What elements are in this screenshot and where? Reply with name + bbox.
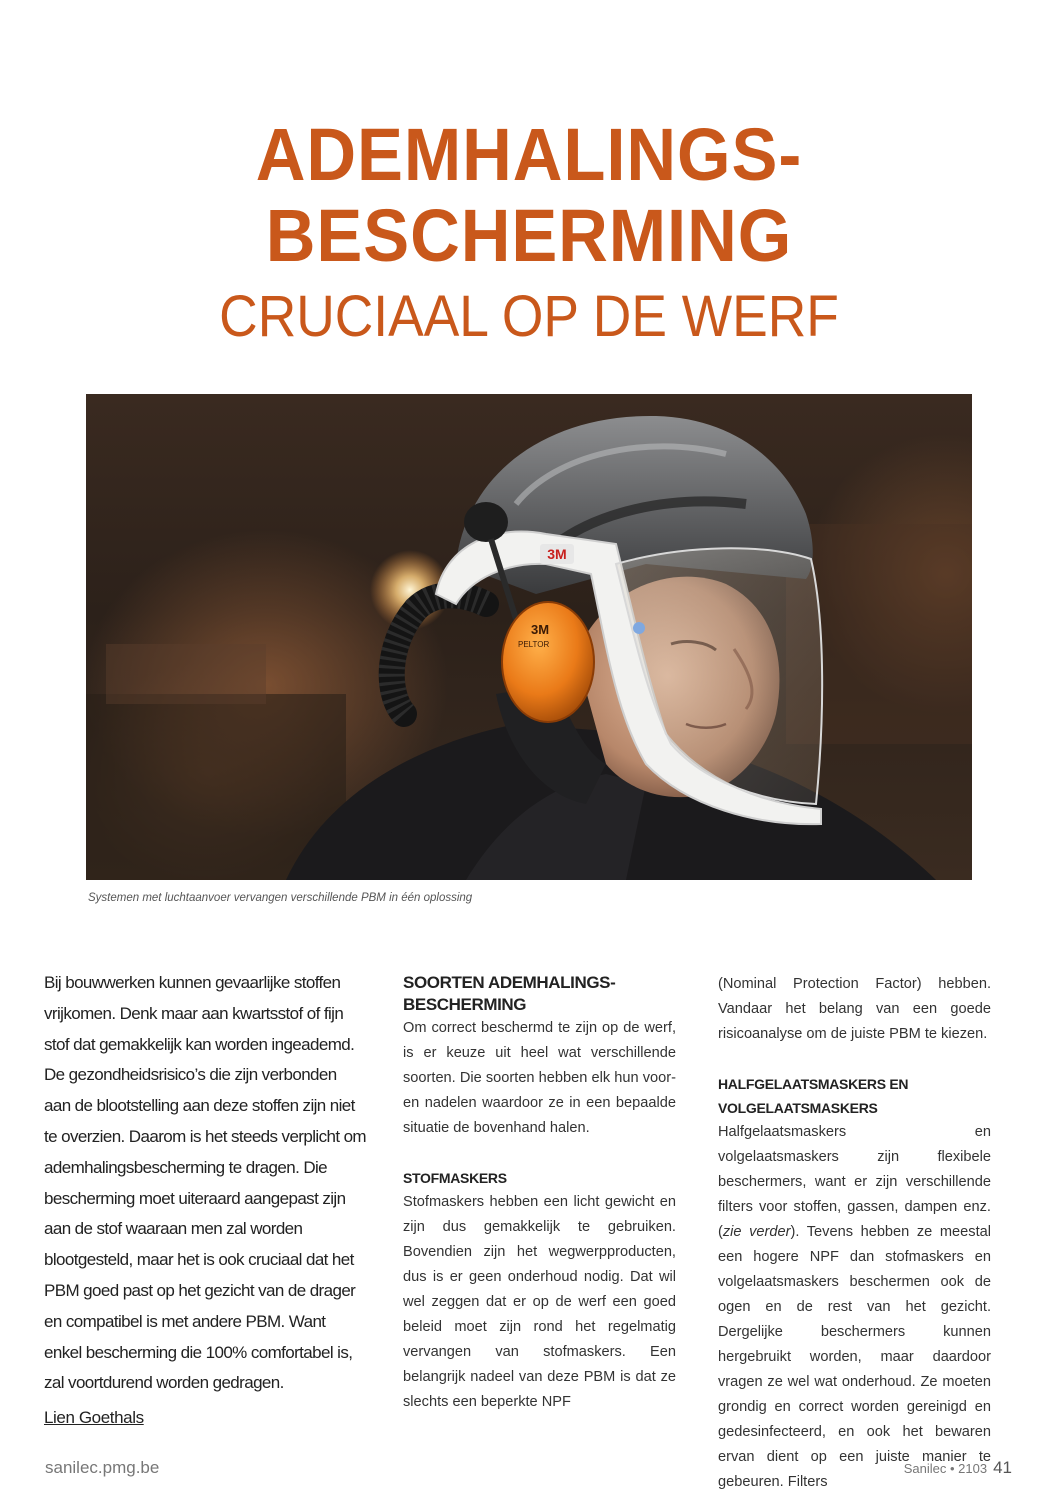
paragraph-gelaatsmaskers-part1: Halfgelaatsmaskers en volgelaatsmaskers zijn flexibele beschermers, want er zijn verschillende filters voor stoffen, gassen, dampen enz. ( bbox=[718, 1124, 991, 1240]
article-photo bbox=[86, 394, 972, 880]
helmet-logo: 3M bbox=[547, 546, 567, 562]
heading-stofmaskers: STOFMASKERS bbox=[403, 1170, 507, 1186]
heading-gelaatsmaskers: HALFGELAATSMASKERS EN VOLGELAATSMASKERS bbox=[718, 1076, 909, 1116]
intro-paragraph: Bij bouwwerken kunnen gevaarlijke stoffen vrijkomen. Denk maar aan kwartsstof of fijn stof dat gemakkelijk kan worden ingeademd. De gezondheidsrisico’s die zijn verbonden aan de blootstelling aan deze stoffen zijn niet te overzien. Daarom is het steeds verplicht om ademhalingsbescherming te dragen. Die bescherming moet uiteraard aangepast zijn aan de stof waaraan men zal worden blootgesteld, maar het is ook cruciaal dat het PBM goed past op het gezicht van de drager en compatibel is met andere PBM. Want enkel bescherming die 100% comfortabel is, zal voortdurend worden gedragen. bbox=[44, 973, 366, 1393]
paragraph-gelaatsmaskers bbox=[718, 1120, 991, 1495]
title-line-1: ADEMHALINGS- bbox=[255, 113, 803, 196]
photo-caption: Systemen met luchtaanvoer vervangen verschillende PBM in één oplossing bbox=[88, 892, 473, 904]
paragraph-npf: (Nominal Protection Factor) hebben. Vandaar het belang van een goede risicoanalyse om de juiste PBM te kiezen. bbox=[718, 976, 991, 1042]
footer-page-info bbox=[904, 1458, 1012, 1478]
footer-magazine: Sanilec • 2103 bbox=[903, 1461, 988, 1476]
subtitle: CRUCIAAL OP DE WERF bbox=[219, 284, 839, 349]
heading-soorten: SOORTEN ADEMHALINGS-BESCHERMING bbox=[403, 973, 616, 1014]
paragraph-gelaatsmaskers-emphasis: zie verder bbox=[722, 1224, 791, 1240]
column-3 bbox=[718, 972, 991, 1495]
earmuff-label: PELTOR bbox=[518, 640, 550, 649]
title-line-2: BESCHERMING bbox=[265, 194, 793, 277]
earmuff-logo: 3M bbox=[531, 622, 550, 637]
author-name: Lien Goethals bbox=[44, 1408, 144, 1427]
column-2 bbox=[403, 972, 676, 1415]
footer-website[interactable]: sanilec.pmg.be bbox=[45, 1458, 160, 1477]
paragraph-soorten: Om correct beschermd te zijn op de werf, is er keuze uit heel wat verschillende soorten. Die soorten hebben elk hun voor- en nadelen waardoor ze in een bepaalde situatie de bovenhand halen. bbox=[403, 1020, 676, 1136]
paragraph-gelaatsmaskers-part2: ). Tevens hebben ze meestal een hogere NPF dan stofmaskers en volgelaatsmaskers beschermen ook de ogen en de rest van het gezicht. Dergelijke beschermers kunnen hergebruikt worden, maar daardoor vragen ze wel wat onderhoud. Ze moeten grondig en correct worden gereinigd en gedesinfecteerd, en ook het bewaren ervan dient op een juiste manier te gebeuren. Filters bbox=[718, 1224, 991, 1490]
page-number: 41 bbox=[993, 1458, 1012, 1477]
paragraph-stofmaskers: Stofmaskers hebben een licht gewicht en zijn dus gemakkelijk te gebruiken. Bovendien zijn het wegwerpproducten, dus is er geen onderhoud nodig. Dat wil wel zeggen dat er op de werf een goed beleid moet zijn rond het regelmatig vervangen van stofmaskers. Een belangrijk nadeel van deze PBM is dat ze slechts een beperkte NPF bbox=[403, 1194, 676, 1410]
